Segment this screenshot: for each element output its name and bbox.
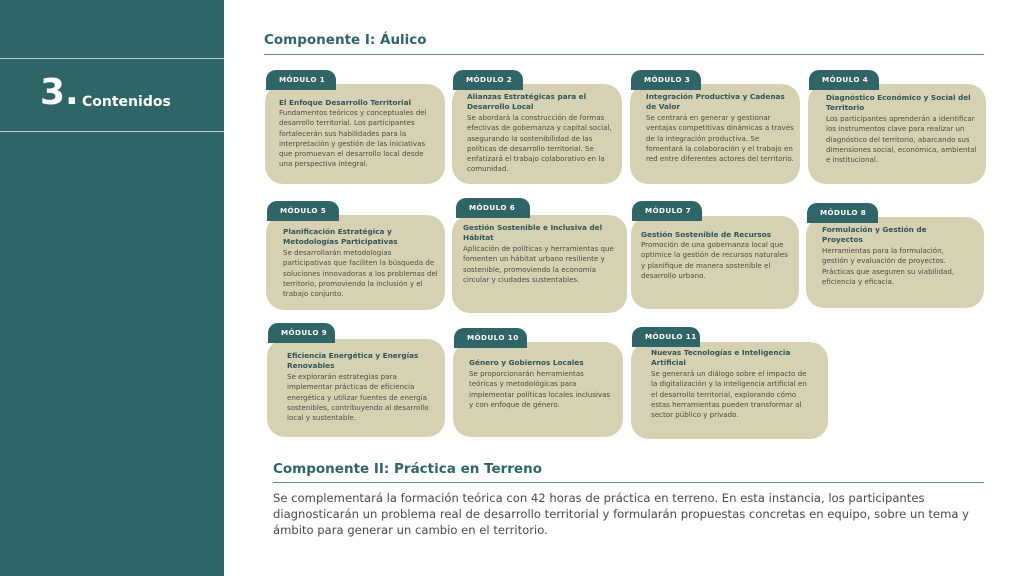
module-2-title: Alianzas Estratégicas para el Desarrollo Local	[467, 92, 587, 112]
module-11-tag: MÓDULO 11	[632, 327, 700, 347]
sidebar-divider-bottom	[0, 131, 224, 132]
sidebar-panel	[0, 0, 224, 576]
module-8-tag: MÓDULO 8	[807, 203, 878, 223]
component2-title: Componente II: Práctica en Terreno	[273, 461, 542, 477]
component2-text: Se complementará la formación teórica con 42 horas de práctica en terreno. En esta instancia, los participantes diagnosticarán un problema real de desarrollo territorial y formularán propuestas concretas en equipo, sobre un tema y ámbito para generar un cambio en el territorio.	[273, 491, 970, 537]
module-10-title: Género y Gobiernos Locales	[469, 358, 584, 367]
module-4-tag: MÓDULO 4	[809, 70, 879, 90]
module-8-title: Formulación y Gestión de Proyectos	[822, 225, 927, 245]
module-5-title: Planificación Estratégica y Metodologías Participativas	[283, 227, 398, 247]
module-2-tag: MÓDULO 2	[453, 70, 523, 90]
module-9-title: Eficiencia Energética y Energías Renovables	[287, 351, 419, 371]
module-1-description: Fundamentos teóricos y conceptuales del desarrollo territorial. Los participantes fortalecerán sus habilidades para la interpretación y gestión de las iniciativas que promuevan el desarrollo local desde una perspectiva integral.	[279, 108, 427, 169]
module-6-title: Gestión Sostenible e Inclusiva del Hábitat	[463, 223, 603, 243]
component1-title: Componente I: Áulico	[264, 32, 427, 48]
module-3-tag: MÓDULO 3	[631, 70, 701, 90]
sidebar-divider-top	[0, 58, 224, 59]
module-6-tag: MÓDULO 6	[456, 198, 530, 218]
module-4-description: Los participantes aprenderán a identificar los instrumentos clave para realizar un diagnóstico del territorio, abarcando sus dimensiones social, económica, ambiental e institucional.	[826, 114, 977, 165]
module-5-description: Se desarrollarán metodologías participativas que faciliten la búsqueda de soluciones innovadoras a los problemas del territorio, promoviendo la inclusión y el trabajo conjunto.	[283, 248, 438, 299]
module-7-tag: MÓDULO 7	[632, 201, 702, 221]
module-5-tag: MÓDULO 5	[267, 201, 339, 221]
module-1-title: El Enfoque Desarrollo Territorial	[279, 98, 412, 107]
module-11-description: Se generará un diálogo sobre el impacto de la digitalización y la inteligencia artificial en el desarrollo territorial, explorando cómo estas herramientas pueden transformar al sector público y privado.	[651, 369, 807, 420]
module-10-description: Se proporcionarán herramientas teóricas y metodológicas para implementar políticas locales inclusivas y con enfoque de género.	[469, 369, 611, 409]
module-10-tag: MÓDULO 10	[454, 328, 527, 348]
module-7-description: Promoción de una gobernanza local que optimice la gestión de recursos naturales y planifique de manera sostenible el desarrollo urbano.	[641, 240, 788, 280]
module-9-tag: MÓDULO 9	[268, 323, 335, 343]
module-6-description: Aplicación de políticas y herramientas que fomenten un hábitat urbano resiliente y sostenible, promoviendo la economía circular y ciudades sustentables.	[463, 244, 614, 284]
component2-rule	[273, 482, 984, 483]
module-1-tag: MÓDULO 1	[266, 70, 336, 90]
module-11-title: Nuevas Tecnologías e Inteligencia Artificial	[651, 348, 791, 368]
section-number: 3.	[40, 72, 79, 113]
module-3-title: Integración Productiva y Cadenas de Valor	[646, 92, 785, 112]
module-3-description: Se centrará en generar y gestionar ventajas competitivas dinámicas a través de la integración productiva. Se fomentará la colaboración y el trabajo en red entre diferentes actores del territorio.	[646, 113, 794, 164]
module-4-title: Diagnóstico Económico y Social del Territorio	[826, 93, 971, 113]
module-8-description: Herramientas para la formulación, gestión y evaluación de proyectos. Prácticas que aseguren su viabilidad, eficiencia y eficacia.	[822, 246, 955, 286]
component1-rule	[264, 54, 984, 55]
module-9-description: Se explorarán estrategias para implementar prácticas de eficiencia energética y utilizar fuentes de energía sostenibles, contribuyendo al desarrollo local y sustentable.	[287, 372, 429, 423]
section-title: Contenidos	[82, 94, 171, 110]
module-7-title: Gestión Sostenible de Recursos	[641, 230, 772, 239]
module-2-description: Se abordará la construcción de formas efectivas de gobernanza y capital social, asegurando la sostenibilidad de las políticas de desarrollo territorial. Se enfatizará el trabajo colaborativo en la comunidad.	[467, 113, 612, 174]
